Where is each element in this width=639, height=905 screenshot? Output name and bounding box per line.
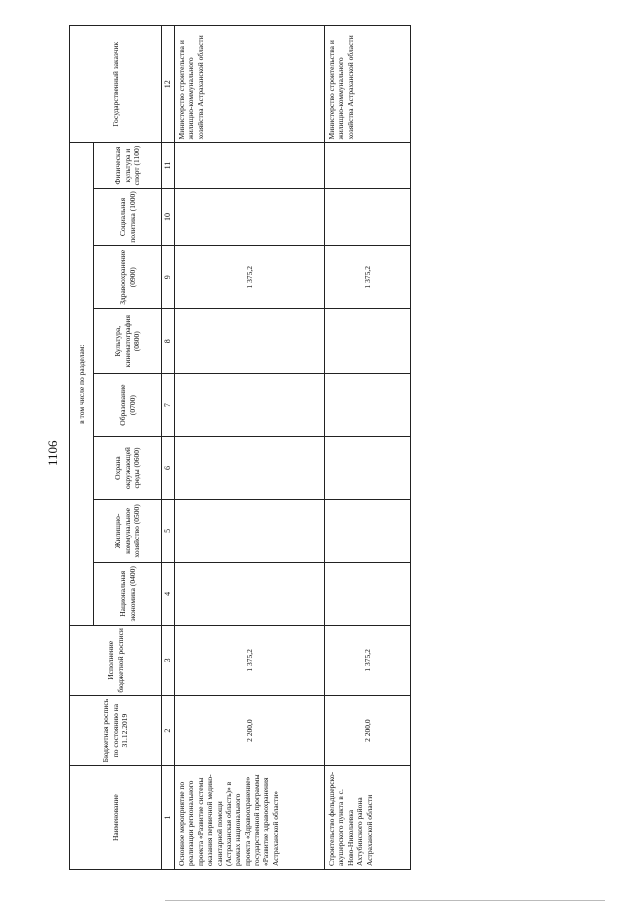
- header-section-1000: Социальная политика (1000): [94, 188, 162, 246]
- column-index: 10: [162, 188, 175, 246]
- row-name: Основное мероприятие по реализации регионального проекта «Развитие системы оказания первичной медико-санитарной помощи (Астраханская область)» в рамках национального проекта «Здравоохранение» государственной программы «Развитие здравоохранения Астраханской области»: [175, 766, 325, 870]
- column-index: 8: [162, 309, 175, 374]
- column-index: 6: [162, 437, 175, 500]
- header-section-0400: Национальная экономика (0400): [94, 562, 162, 625]
- header-section-0600: Охрана окружающей среды (0600): [94, 437, 162, 500]
- row-section-1000: [175, 188, 325, 246]
- row-name: Строительство фельдшерско-акушерского пункта в с. Ново-Николаевка Ахтубинского района Астраханской области: [325, 766, 411, 870]
- page-number: 1106: [45, 440, 60, 466]
- row-section-0500: [325, 499, 411, 562]
- row-execution: 1 375,2: [325, 625, 411, 695]
- column-index: 1: [162, 766, 175, 870]
- row-section-0900: 1 375,2: [325, 246, 411, 309]
- header-budget: Бюджетная роспись по состоянию на 31.12.2019: [70, 695, 162, 765]
- header-section-0900: Здравоохранение (0900): [94, 246, 162, 309]
- budget-table: [69, 25, 411, 870]
- row-section-1100: [325, 143, 411, 188]
- row-section-0700: [325, 374, 411, 437]
- header-customer: Государственный заказчик: [70, 26, 162, 143]
- row-section-0600: [325, 437, 411, 500]
- column-index: 7: [162, 374, 175, 437]
- column-index: 2: [162, 695, 175, 765]
- row-execution: 1 375,2: [175, 625, 325, 695]
- column-index: 4: [162, 562, 175, 625]
- header-section-0500: Жилищно-коммунальное хозяйство (0500): [94, 499, 162, 562]
- row-section-0400: [325, 562, 411, 625]
- column-index: 12: [162, 26, 175, 143]
- header-section-0700: Образование (0700): [94, 374, 162, 437]
- column-index: 9: [162, 246, 175, 309]
- table-row: [175, 26, 325, 870]
- row-section-0800: [175, 309, 325, 374]
- row-customer: Министерство строительства и жилищно-коммунального хозяйства Астраханской области: [175, 26, 325, 143]
- column-index: 3: [162, 625, 175, 695]
- header-section-1100: Физическая культура и спорт (1100): [94, 143, 162, 188]
- header-execution: Исполнение бюджетной росписи: [70, 625, 162, 695]
- row-budget: 2 200,0: [325, 695, 411, 765]
- row-section-1000: [325, 188, 411, 246]
- column-index-row: [162, 26, 175, 870]
- row-section-0400: [175, 562, 325, 625]
- row-section-0600: [175, 437, 325, 500]
- row-section-0900: 1 375,2: [175, 246, 325, 309]
- rotated-table-wrapper: [69, 25, 411, 870]
- column-index: 5: [162, 499, 175, 562]
- header-section-0800: Культура, кинематография (0800): [94, 309, 162, 374]
- row-section-0800: [325, 309, 411, 374]
- row-section-0500: [175, 499, 325, 562]
- table-row: [325, 26, 411, 870]
- scan-edge-line: [165, 900, 605, 901]
- row-budget: 2 200,0: [175, 695, 325, 765]
- row-section-1100: [175, 143, 325, 188]
- header-sections-group: в том числе по разделам:: [70, 143, 94, 625]
- header-name: Наименование: [70, 766, 162, 870]
- row-customer: Министерство строительства и жилищно-коммунального хозяйства Астраханской области: [325, 26, 411, 143]
- column-index: 11: [162, 143, 175, 188]
- row-section-0700: [175, 374, 325, 437]
